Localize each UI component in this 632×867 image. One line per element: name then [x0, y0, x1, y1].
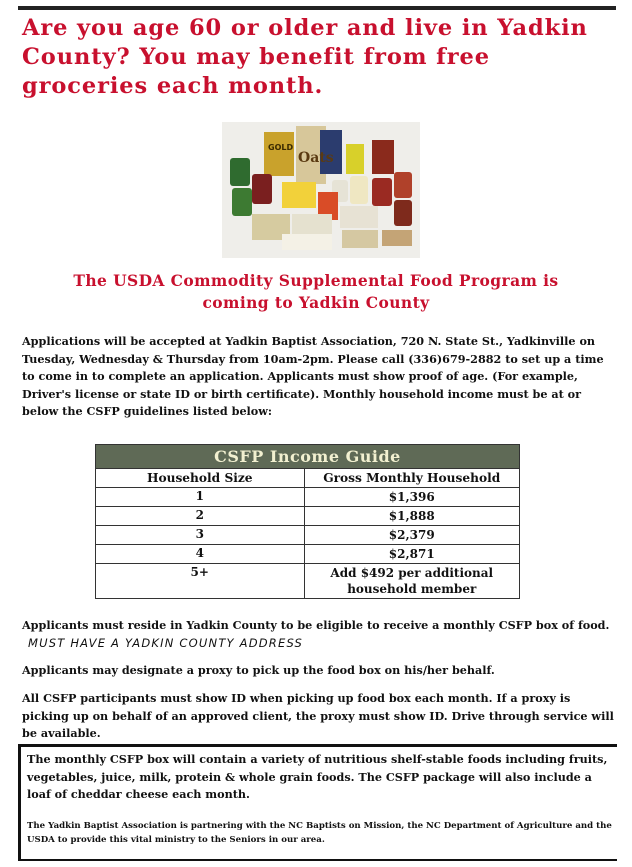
program-subheadline: [20, 270, 612, 314]
column-header-gross-monthly: Gross Monthly Household: [304, 469, 520, 488]
income-guide-title: CSFP Income Guide: [95, 444, 520, 468]
income-cell: $2,379: [304, 526, 520, 545]
residency-text: Applicants must reside in Yadkin County to be eligible to receive a monthly CSFP box of food.: [22, 618, 610, 632]
gold-box-label: GOLD: [268, 143, 294, 152]
income-guide-table: [95, 468, 520, 599]
column-header-household-size: Household Size: [96, 469, 305, 488]
table-row: [96, 507, 520, 526]
table-header-row: [96, 469, 520, 488]
income-cell: $1,396: [304, 488, 520, 507]
income-guide: [95, 444, 520, 599]
handwritten-note: MUST HAVE A YADKIN COUNTY ADDRESS: [28, 635, 304, 650]
income-cell: $2,871: [304, 545, 520, 564]
income-cell-line-2: household member: [347, 582, 477, 596]
top-rule: [18, 6, 616, 10]
subheadline-line-1: The USDA Commodity Supplemental Food Program is: [73, 271, 559, 290]
household-size-cell: 2: [96, 507, 305, 526]
income-cell-line-1: Add $492 per additional: [330, 566, 494, 580]
table-row: [96, 564, 520, 599]
household-size-cell: 3: [96, 526, 305, 545]
partnership-note: The Yadkin Baptist Association is partnering with the NC Baptists on Mission, the NC Department of Agriculture and the USDA to provide this vital ministry to the Seniors in our area.: [27, 821, 612, 845]
income-cell: [304, 564, 520, 599]
groceries-photo: [222, 122, 420, 258]
proxy-note: Applicants may designate a proxy to pick up the food box on his/her behalf.: [22, 663, 495, 677]
household-size-cell: 1: [96, 488, 305, 507]
box-contents: The monthly CSFP box will contain a variety of nutritious shelf-stable foods including fruits, vegetables, juice, milk, protein & whole grain foods. The CSFP package will also include a loaf of cheddar cheese each month.: [27, 752, 608, 801]
oats-box-label: Oats: [298, 150, 334, 166]
box-contents-section: [18, 744, 617, 861]
table-row: [96, 526, 520, 545]
headline: Are you age 60 or older and live in Yadkin County? You may benefit from free groceries each month.: [22, 15, 588, 99]
residency-requirement: [22, 617, 614, 652]
subheadline-line-2: coming to Yadkin County: [202, 293, 430, 312]
id-requirement: All CSFP participants must show ID when picking up food box each month. If a proxy is picking up on behalf of an approved client, the proxy must show ID. Drive through service will be available.: [22, 691, 614, 740]
table-row: [96, 488, 520, 507]
application-instructions: Applications will be accepted at Yadkin Baptist Association, 720 N. State St., Yadkinville on Tuesday, Wednesday & Thursday from 10am-2pm. Please call (336)679-2882 to set up a time to come in to complete an application. Applicants must show proof of age. (For example, Driver's license or state ID or birth certificate). Monthly household income must be at or below the CSFP guidelines listed below:: [22, 334, 604, 418]
table-row: [96, 545, 520, 564]
groceries-illustration: [222, 122, 420, 258]
income-cell: $1,888: [304, 507, 520, 526]
household-size-cell: 5+: [96, 564, 305, 599]
household-size-cell: 4: [96, 545, 305, 564]
